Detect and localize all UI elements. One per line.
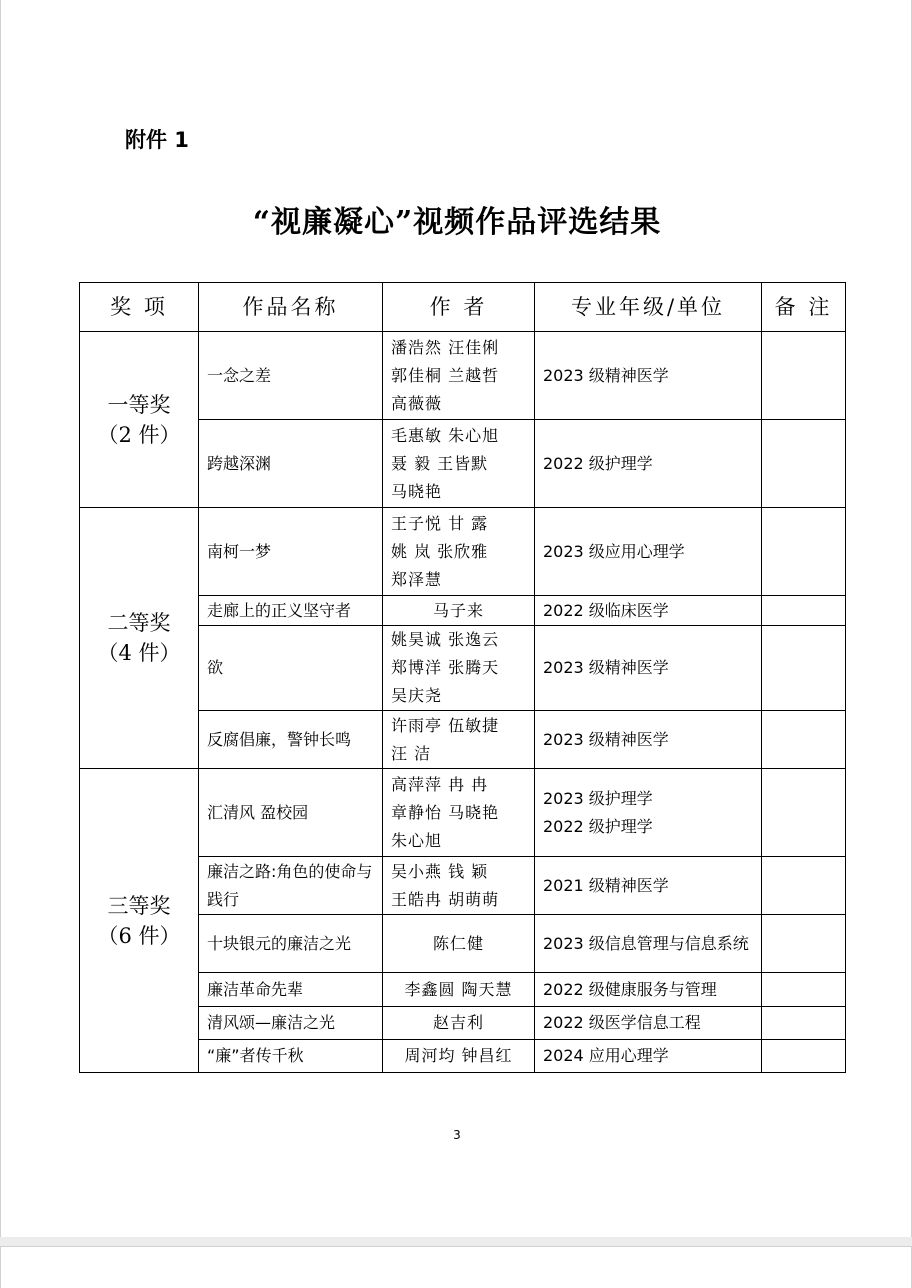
remark-cell bbox=[762, 915, 846, 973]
author-cell bbox=[383, 711, 535, 769]
remark-cell bbox=[762, 769, 846, 857]
award-count: （2 件） bbox=[97, 422, 181, 447]
major-unit-cell bbox=[535, 973, 762, 1007]
author-line: 高萍萍 冉 冉 bbox=[391, 774, 489, 794]
author-cell bbox=[383, 973, 535, 1007]
major-line: 2021 级精神医学 bbox=[543, 875, 669, 895]
work-name-cell: 清风颂—廉洁之光 bbox=[199, 1007, 383, 1040]
major-unit-cell bbox=[535, 420, 762, 508]
table-row bbox=[80, 769, 846, 857]
remark-cell bbox=[762, 332, 846, 420]
award-level-cell bbox=[80, 508, 199, 769]
table-row bbox=[80, 508, 846, 596]
page-number: 3 bbox=[453, 1128, 461, 1142]
author-cell bbox=[383, 1040, 535, 1073]
author-line: 马晓艳 bbox=[391, 481, 443, 501]
remark-cell bbox=[762, 626, 846, 711]
major-line: 2023 级信息管理与信息系统 bbox=[543, 933, 749, 953]
major-line: 2022 级医学信息工程 bbox=[543, 1013, 701, 1032]
attachment-label: 附件 1 bbox=[125, 128, 189, 152]
major-unit-cell bbox=[535, 857, 762, 915]
results-table bbox=[79, 282, 846, 1073]
major-line: 2022 级护理学 bbox=[543, 816, 653, 836]
table-body bbox=[80, 332, 846, 1073]
next-page-edge bbox=[0, 1246, 912, 1288]
author-line: 许雨亭 伍敏捷 bbox=[391, 715, 500, 735]
award-name: 三等奖 bbox=[107, 893, 171, 918]
work-name-cell: 廉洁革命先辈 bbox=[199, 973, 383, 1007]
work-name-cell: 跨越深渊 bbox=[199, 420, 383, 508]
author-line: 姚昊诚 张逸云 bbox=[391, 630, 500, 649]
work-name-cell: 十块银元的廉洁之光 bbox=[199, 915, 383, 973]
remark-cell bbox=[762, 1040, 846, 1073]
author-line: 郑泽慧 bbox=[391, 569, 443, 589]
award-count: （6 件） bbox=[97, 923, 181, 948]
work-name-cell: 廉洁之路:角色的使命与践行 bbox=[199, 857, 383, 915]
work-name-cell: 一念之差 bbox=[199, 332, 383, 420]
major-unit-cell bbox=[535, 769, 762, 857]
author-cell bbox=[383, 508, 535, 596]
award-level-cell bbox=[80, 769, 199, 1073]
major-line: 2024 应用心理学 bbox=[543, 1046, 669, 1065]
header-remark: 备 注 bbox=[762, 283, 846, 332]
table-header-row bbox=[80, 283, 846, 332]
table-row bbox=[80, 332, 846, 420]
author-line: 李鑫圆 陶天慧 bbox=[404, 979, 513, 999]
work-name-cell: 南柯一梦 bbox=[199, 508, 383, 596]
author-cell bbox=[383, 1007, 535, 1040]
major-line: 2023 级精神医学 bbox=[543, 729, 669, 749]
major-unit-cell bbox=[535, 332, 762, 420]
major-line: 2022 级健康服务与管理 bbox=[543, 979, 717, 999]
author-line: 章静怡 马晓艳 bbox=[391, 802, 500, 822]
author-line: 周河均 钟昌红 bbox=[404, 1046, 513, 1065]
work-name-cell: 汇清风 盈校园 bbox=[199, 769, 383, 857]
author-line: 陈仁健 bbox=[432, 933, 484, 953]
remark-cell bbox=[762, 596, 846, 626]
author-line: 姚 岚 张欣雅 bbox=[391, 541, 489, 561]
major-unit-cell bbox=[535, 596, 762, 626]
major-line: 2023 级应用心理学 bbox=[543, 541, 685, 561]
author-line: 郭佳桐 兰越哲 bbox=[391, 365, 500, 385]
major-unit-cell bbox=[535, 1007, 762, 1040]
author-line: 聂 毅 王皆默 bbox=[391, 453, 489, 473]
header-work-name: 作品名称 bbox=[199, 283, 383, 332]
author-line: 王皓冉 胡萌萌 bbox=[391, 889, 500, 909]
remark-cell bbox=[762, 420, 846, 508]
author-line: 潘浩然 汪佳俐 bbox=[391, 337, 500, 357]
award-count: （4 件） bbox=[97, 641, 181, 665]
author-line: 赵吉利 bbox=[432, 1013, 484, 1032]
header-author: 作 者 bbox=[383, 283, 535, 332]
author-cell bbox=[383, 769, 535, 857]
document-title: “视廉凝心”视频作品评选结果 bbox=[252, 205, 662, 240]
author-line: 吴小燕 钱 颖 bbox=[391, 861, 489, 881]
author-cell bbox=[383, 915, 535, 973]
author-line: 马子来 bbox=[432, 600, 484, 620]
major-unit-cell bbox=[535, 626, 762, 711]
author-cell bbox=[383, 420, 535, 508]
work-name-cell: 走廊上的正义坚守者 bbox=[199, 596, 383, 626]
remark-cell bbox=[762, 1007, 846, 1040]
major-unit-cell bbox=[535, 711, 762, 769]
author-line: 郑博洋 张腾天 bbox=[391, 658, 500, 677]
author-cell bbox=[383, 596, 535, 626]
award-level-cell bbox=[80, 332, 199, 508]
major-unit-cell bbox=[535, 915, 762, 973]
work-name-cell: “廉”者传千秋 bbox=[199, 1040, 383, 1073]
author-cell bbox=[383, 332, 535, 420]
author-line: 朱心旭 bbox=[391, 830, 443, 850]
major-line: 2023 级精神医学 bbox=[543, 658, 669, 677]
author-line: 毛惠敏 朱心旭 bbox=[391, 425, 500, 445]
author-line: 王子悦 甘 露 bbox=[391, 513, 489, 533]
award-name: 一等奖 bbox=[107, 392, 171, 417]
major-unit-cell bbox=[535, 508, 762, 596]
major-line: 2023 级护理学 bbox=[543, 788, 653, 808]
major-line: 2023 级精神医学 bbox=[543, 365, 669, 385]
author-line: 汪 洁 bbox=[391, 743, 432, 763]
work-name-cell: 欲 bbox=[199, 626, 383, 711]
major-unit-cell bbox=[535, 1040, 762, 1073]
remark-cell bbox=[762, 508, 846, 596]
remark-cell bbox=[762, 973, 846, 1007]
author-line: 吴庆尧 bbox=[391, 686, 443, 705]
work-name-cell: 反腐倡廉，警钟长鸣 bbox=[199, 711, 383, 769]
major-line: 2022 级护理学 bbox=[543, 453, 653, 473]
author-cell bbox=[383, 857, 535, 915]
major-line: 2022 级临床医学 bbox=[543, 600, 669, 620]
remark-cell bbox=[762, 711, 846, 769]
remark-cell bbox=[762, 857, 846, 915]
header-major-unit: 专业年级/单位 bbox=[535, 283, 762, 332]
author-line: 高薇薇 bbox=[391, 393, 443, 413]
header-award: 奖 项 bbox=[80, 283, 199, 332]
author-cell bbox=[383, 626, 535, 711]
award-name: 二等奖 bbox=[107, 611, 171, 635]
